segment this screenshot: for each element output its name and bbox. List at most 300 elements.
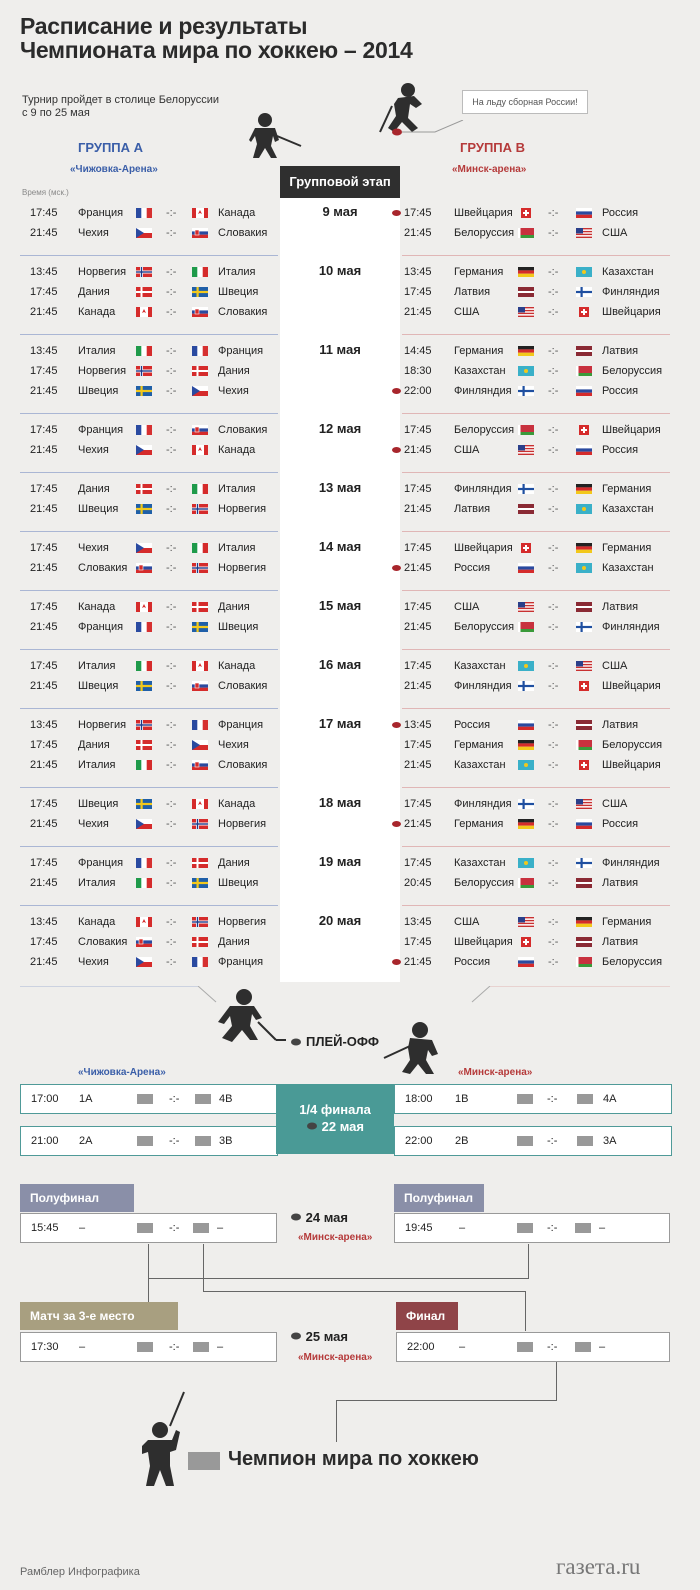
match-time: 21:45 — [30, 621, 58, 633]
quarterfinal-match — [20, 1126, 278, 1156]
france-flag-icon — [136, 858, 152, 868]
quarterfinal-date-row — [276, 1119, 394, 1134]
match-row — [390, 676, 670, 696]
switzerland-flag-icon — [576, 425, 592, 435]
team-away: Италия — [218, 483, 256, 495]
team-away: Латвия — [602, 877, 639, 889]
team-away: Канада — [218, 660, 256, 672]
flag-placeholder — [137, 1094, 153, 1104]
finland-flag-icon — [576, 858, 592, 868]
score: -:- — [548, 818, 559, 830]
latvia-flag-icon — [518, 504, 534, 514]
slovakia-flag-icon — [192, 425, 208, 435]
team-away: Словакия — [218, 424, 268, 436]
team-away: Латвия — [602, 345, 639, 357]
semifinal-left-tag: Полуфинал — [20, 1184, 134, 1212]
score: -:- — [166, 877, 177, 889]
team-home: Чехия — [78, 542, 109, 554]
team-home: Канада — [78, 601, 116, 613]
slovakia-flag-icon — [192, 307, 208, 317]
norway-flag-icon — [192, 819, 208, 829]
russia-puck-icon — [392, 210, 401, 216]
team-away: Канада — [218, 798, 256, 810]
germany-flag-icon — [576, 543, 592, 553]
match-row — [20, 499, 278, 519]
team-home: Чехия — [78, 227, 109, 239]
flag-placeholder — [137, 1342, 153, 1352]
italy-flag-icon — [192, 543, 208, 553]
flag-placeholder — [577, 1136, 593, 1146]
finland-flag-icon — [518, 799, 534, 809]
canada-flag-icon — [192, 208, 208, 218]
team-away: Норвегия — [218, 916, 267, 928]
match-time: 17:45 — [30, 936, 58, 948]
team-away: США — [602, 227, 628, 239]
match-row — [20, 302, 278, 322]
match-time: 17:45 — [404, 857, 432, 869]
team-home: Дания — [78, 286, 110, 298]
match-row — [390, 814, 670, 834]
team-home: США — [454, 916, 480, 928]
team-away: Словакия — [218, 227, 268, 239]
match-time: 18:00 — [405, 1093, 433, 1105]
match-time: 21:45 — [404, 503, 432, 515]
match-time: 17:45 — [30, 286, 58, 298]
match-time: 21:45 — [30, 759, 58, 771]
usa-flag-icon — [518, 445, 534, 455]
norway-flag-icon — [136, 720, 152, 730]
team-home: Словакия — [78, 562, 128, 574]
match-row — [390, 282, 670, 302]
match-row — [390, 420, 670, 440]
team-placeholder: – — [599, 1341, 606, 1353]
team-away: Россия — [602, 444, 639, 456]
team-home: Финляндия — [454, 385, 512, 397]
team-home: Белоруссия — [454, 877, 515, 889]
score: -:- — [547, 1135, 558, 1147]
canada-flag-icon — [192, 445, 208, 455]
score: -:- — [548, 385, 559, 397]
score: -:- — [548, 562, 559, 574]
team-home: Франция — [78, 207, 124, 219]
bracket-line — [148, 1278, 528, 1279]
playoff-arena-b: «Минск-арена» — [458, 1067, 533, 1078]
match-row — [390, 597, 670, 617]
russia-flag-icon — [576, 386, 592, 396]
final-date-row — [290, 1329, 348, 1344]
team-away: Швейцария — [602, 759, 661, 771]
bronze-match-box — [20, 1332, 277, 1362]
day-date: 14 мая — [318, 539, 362, 554]
kazakhstan-flag-icon — [576, 504, 592, 514]
subtitle: Турнир пройдет в столице Белоруссии с 9 по 25 мая — [22, 94, 219, 119]
italy-flag-icon — [136, 878, 152, 888]
denmark-flag-icon — [136, 740, 152, 750]
sweden-flag-icon — [192, 622, 208, 632]
score: -:- — [166, 818, 177, 830]
score: -:- — [166, 798, 177, 810]
match-row — [20, 676, 278, 696]
belarus-flag-icon — [518, 878, 534, 888]
bracket-line — [203, 1291, 525, 1292]
group-stage-header: Групповой этап — [280, 166, 400, 198]
score: -:- — [166, 266, 177, 278]
belarus-flag-icon — [518, 228, 534, 238]
match-row — [390, 361, 670, 381]
score: -:- — [166, 542, 177, 554]
match-row — [20, 223, 278, 243]
match-time: 17:45 — [404, 601, 432, 613]
score: -:- — [169, 1341, 180, 1353]
group-a-title: ГРУППА А — [78, 140, 144, 155]
day-date: 20 мая — [318, 913, 362, 928]
team-home: Швейцария — [454, 936, 513, 948]
match-row — [20, 341, 278, 361]
score: -:- — [548, 207, 559, 219]
italy-flag-icon — [192, 267, 208, 277]
usa-flag-icon — [576, 228, 592, 238]
team-away: Казахстан — [602, 266, 654, 278]
score: -:- — [166, 956, 177, 968]
quarterfinal-box — [276, 1084, 394, 1154]
finland-flag-icon — [518, 386, 534, 396]
day-date: 12 мая — [318, 421, 362, 436]
kazakhstan-flag-icon — [576, 563, 592, 573]
score: -:- — [166, 503, 177, 515]
norway-flag-icon — [192, 917, 208, 927]
germany-flag-icon — [518, 346, 534, 356]
score: -:- — [548, 542, 559, 554]
day-separator — [20, 255, 278, 256]
flag-placeholder — [137, 1136, 153, 1146]
team-home: Германия — [454, 345, 504, 357]
match-time: 13:45 — [30, 345, 58, 357]
score: -:- — [166, 306, 177, 318]
score: -:- — [548, 916, 559, 928]
kazakhstan-flag-icon — [518, 858, 534, 868]
team-placeholder: – — [79, 1222, 86, 1234]
slovakia-flag-icon — [136, 563, 152, 573]
bracket-line — [528, 1244, 529, 1279]
russia-flag-icon — [576, 208, 592, 218]
final-tag: Финал — [396, 1302, 458, 1330]
match-row — [390, 440, 670, 460]
finland-flag-icon — [518, 484, 534, 494]
day-separator — [20, 708, 278, 709]
score: -:- — [548, 956, 559, 968]
italy-flag-icon — [136, 346, 152, 356]
team-home: Белоруссия — [454, 621, 515, 633]
match-time: 21:45 — [30, 385, 58, 397]
day-date: 17 мая — [318, 716, 362, 731]
day-date: 18 мая — [318, 795, 362, 810]
day-separator — [402, 905, 670, 906]
team-home: США — [454, 444, 480, 456]
germany-flag-icon — [576, 917, 592, 927]
czech-flag-icon — [192, 386, 208, 396]
match-row — [390, 853, 670, 873]
team-away: Франция — [218, 719, 264, 731]
puck-icon — [306, 1121, 318, 1131]
canada-flag-icon — [192, 661, 208, 671]
score: -:- — [166, 483, 177, 495]
italy-flag-icon — [192, 484, 208, 494]
france-flag-icon — [136, 622, 152, 632]
score: -:- — [548, 660, 559, 672]
team-home: Франция — [78, 857, 124, 869]
team-away: Норвегия — [218, 818, 267, 830]
finland-flag-icon — [576, 622, 592, 632]
match-row — [20, 794, 278, 814]
score: -:- — [166, 660, 177, 672]
champion-flag-placeholder — [188, 1452, 220, 1470]
match-row — [20, 440, 278, 460]
russia-flag-icon — [518, 957, 534, 967]
time-label: Время (мск.) — [22, 188, 69, 197]
belarus-flag-icon — [518, 622, 534, 632]
score: -:- — [166, 207, 177, 219]
match-row — [390, 381, 670, 401]
team-home: Латвия — [454, 286, 491, 298]
playoff-connector-lines — [20, 986, 670, 1006]
kazakhstan-flag-icon — [518, 760, 534, 770]
usa-flag-icon — [518, 602, 534, 612]
group-a-arena: «Чижовка-Арена» — [70, 164, 158, 175]
germany-flag-icon — [518, 267, 534, 277]
match-row — [390, 912, 670, 932]
bracket-line — [525, 1291, 526, 1331]
flag-placeholder — [195, 1136, 211, 1146]
score: -:- — [548, 759, 559, 771]
score: -:- — [548, 306, 559, 318]
match-time: 21:45 — [404, 562, 432, 574]
group-b-arena: «Минск-арена» — [452, 164, 527, 175]
match-row — [20, 381, 278, 401]
match-row — [20, 932, 278, 952]
match-row — [20, 912, 278, 932]
flag-placeholder — [195, 1094, 211, 1104]
semifinal-arena: «Минск-арена» — [298, 1232, 373, 1243]
team-home: США — [454, 601, 480, 613]
match-time: 20:45 — [404, 877, 432, 889]
flag-placeholder — [193, 1342, 209, 1352]
match-time: 17:45 — [404, 207, 432, 219]
match-row — [20, 558, 278, 578]
match-row — [390, 794, 670, 814]
team-away: Словакия — [218, 759, 268, 771]
usa-flag-icon — [576, 661, 592, 671]
flag-placeholder — [575, 1223, 591, 1233]
match-row — [390, 538, 670, 558]
score: -:- — [547, 1093, 558, 1105]
match-time: 21:45 — [30, 818, 58, 830]
team-home: Франция — [78, 424, 124, 436]
score: -:- — [548, 424, 559, 436]
team-placeholder: – — [79, 1341, 86, 1353]
canada-flag-icon — [136, 307, 152, 317]
match-row — [390, 932, 670, 952]
team-away: Италия — [218, 542, 256, 554]
match-time: 17:45 — [30, 207, 58, 219]
czech-flag-icon — [136, 445, 152, 455]
team-away: Латвия — [602, 936, 639, 948]
final-time: 22:00 — [407, 1341, 435, 1353]
match-time: 17:45 — [30, 660, 58, 672]
match-time: 22:00 — [405, 1135, 433, 1147]
denmark-flag-icon — [136, 287, 152, 297]
team-home: Дания — [78, 483, 110, 495]
flag-placeholder — [517, 1223, 533, 1233]
latvia-flag-icon — [518, 287, 534, 297]
day-separator — [402, 590, 670, 591]
switzerland-flag-icon — [518, 937, 534, 947]
sweden-flag-icon — [192, 287, 208, 297]
score: -:- — [548, 503, 559, 515]
team-home: Белоруссия — [454, 424, 515, 436]
match-time: 13:45 — [404, 266, 432, 278]
team-away: Белоруссия — [602, 739, 663, 751]
russia-flag-icon — [576, 819, 592, 829]
score: -:- — [548, 266, 559, 278]
russia-puck-icon — [392, 722, 401, 728]
match-time: 21:45 — [404, 956, 432, 968]
latvia-flag-icon — [576, 937, 592, 947]
day-date: 9 мая — [322, 204, 358, 219]
score: -:- — [547, 1222, 558, 1234]
match-time: 21:45 — [404, 680, 432, 692]
kazakhstan-flag-icon — [576, 267, 592, 277]
switzerland-flag-icon — [576, 760, 592, 770]
team-away: Словакия — [218, 306, 268, 318]
slovakia-flag-icon — [136, 937, 152, 947]
match-row — [390, 223, 670, 243]
day-separator — [20, 590, 278, 591]
slovakia-flag-icon — [192, 760, 208, 770]
russia-puck-icon — [392, 565, 401, 571]
match-time: 14:45 — [404, 345, 432, 357]
team-home: Казахстан — [454, 660, 506, 672]
match-time: 17:45 — [30, 483, 58, 495]
latvia-flag-icon — [576, 720, 592, 730]
footer-logo[interactable]: газета.ru — [556, 1554, 641, 1579]
team-away: Норвегия — [218, 503, 267, 515]
team-home: Казахстан — [454, 365, 506, 377]
day-date: 16 мая — [318, 657, 362, 672]
match-row — [20, 479, 278, 499]
team-away: Дания — [218, 857, 250, 869]
switzerland-flag-icon — [576, 307, 592, 317]
team-home: Германия — [454, 739, 504, 751]
match-time: 21:45 — [30, 503, 58, 515]
russia-flag-icon — [518, 720, 534, 730]
score: -:- — [166, 444, 177, 456]
match-time: 17:45 — [404, 424, 432, 436]
hockey-player-icon — [245, 112, 303, 160]
team-home: Латвия — [454, 503, 491, 515]
score: -:- — [548, 483, 559, 495]
team-home: Германия — [454, 266, 504, 278]
team-away: Белоруссия — [602, 365, 663, 377]
team-home: Казахстан — [454, 857, 506, 869]
team-away: Финляндия — [602, 286, 660, 298]
sweden-flag-icon — [136, 504, 152, 514]
match-row — [20, 735, 278, 755]
switzerland-flag-icon — [518, 543, 534, 553]
bronze-match-tag: Матч за 3-е место — [20, 1302, 178, 1330]
match-time: 17:45 — [404, 483, 432, 495]
germany-flag-icon — [576, 484, 592, 494]
match-row — [390, 302, 670, 322]
slovakia-flag-icon — [192, 228, 208, 238]
bracket-line — [556, 1362, 557, 1400]
day-separator — [402, 255, 670, 256]
score: -:- — [548, 227, 559, 239]
score: -:- — [169, 1093, 180, 1105]
team-placeholder: – — [599, 1222, 606, 1234]
match-time: 13:45 — [30, 916, 58, 928]
match-row — [20, 755, 278, 775]
team-placeholder: – — [459, 1341, 466, 1353]
team-home: Канада — [78, 916, 116, 928]
team-away: Дания — [218, 601, 250, 613]
match-time: 17:45 — [404, 739, 432, 751]
puck-leader-line — [385, 120, 465, 140]
group-b-title: ГРУППА В — [460, 140, 526, 155]
score: -:- — [166, 759, 177, 771]
match-time: 17:45 — [30, 739, 58, 751]
match-time: 21:00 — [31, 1135, 59, 1147]
match-time: 17:45 — [404, 542, 432, 554]
final-box — [396, 1332, 670, 1362]
match-row — [20, 262, 278, 282]
team-home: Чехия — [78, 956, 109, 968]
team-away: Финляндия — [602, 857, 660, 869]
score: -:- — [166, 936, 177, 948]
flag-placeholder — [193, 1223, 209, 1233]
sweden-flag-icon — [192, 878, 208, 888]
match-row — [20, 597, 278, 617]
team-away: США — [602, 798, 628, 810]
bracket-line — [203, 1244, 204, 1292]
match-time: 22:00 — [404, 385, 432, 397]
match-row — [390, 952, 670, 972]
score: -:- — [548, 621, 559, 633]
score: -:- — [166, 916, 177, 928]
match-row — [390, 617, 670, 637]
match-time: 17:45 — [404, 936, 432, 948]
playoff-label: ПЛЕЙ-ОФФ — [306, 1034, 379, 1049]
team-away: Чехия — [218, 739, 249, 751]
belarus-flag-icon — [576, 366, 592, 376]
match-row — [20, 814, 278, 834]
switzerland-flag-icon — [576, 681, 592, 691]
team-placeholder: – — [217, 1341, 224, 1353]
russia-puck-icon — [392, 388, 401, 394]
match-time: 21:45 — [30, 956, 58, 968]
final-arena: «Минск-арена» — [298, 1352, 373, 1363]
match-row — [20, 361, 278, 381]
match-time: 13:45 — [30, 719, 58, 731]
denmark-flag-icon — [192, 858, 208, 868]
russia-note: На льду сборная России! — [462, 90, 588, 114]
playoff-arena-a: «Чижовка-Арена» — [78, 1067, 166, 1078]
team-away: Белоруссия — [602, 956, 663, 968]
team-away: Словакия — [218, 680, 268, 692]
match-time: 21:45 — [30, 877, 58, 889]
team-away: Италия — [218, 266, 256, 278]
denmark-flag-icon — [192, 602, 208, 612]
sweden-flag-icon — [136, 799, 152, 809]
